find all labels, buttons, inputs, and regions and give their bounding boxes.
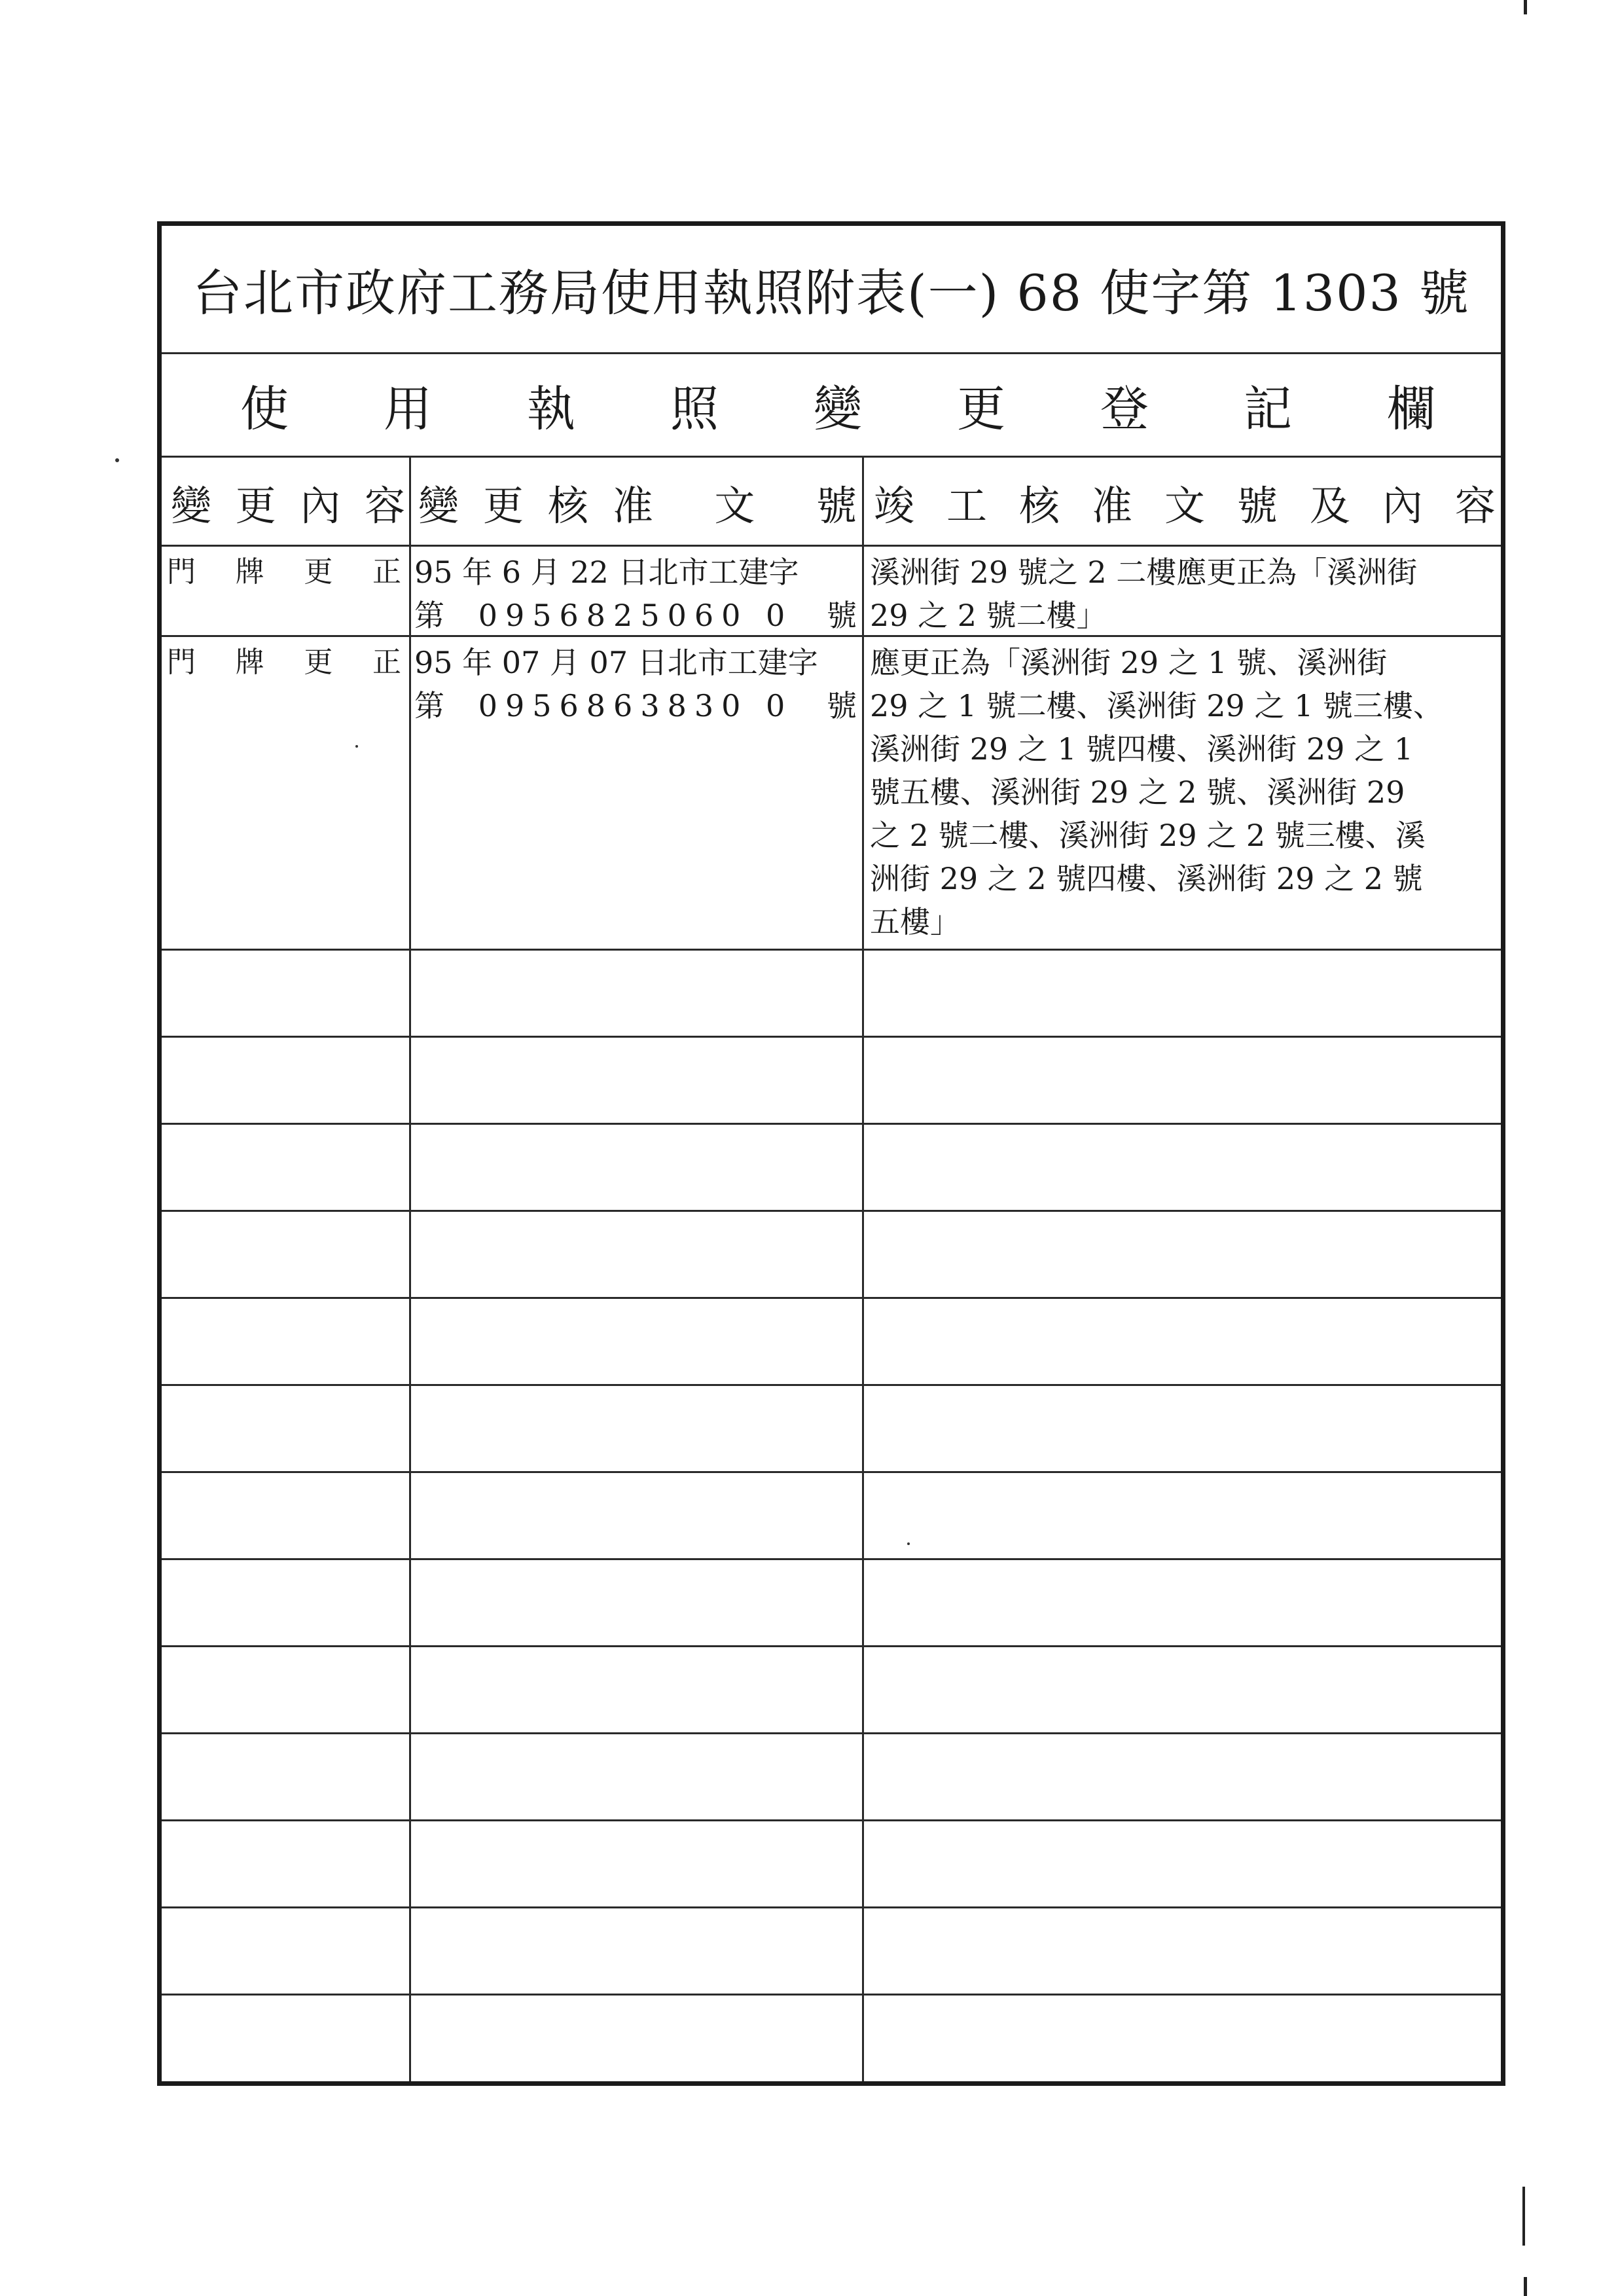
ref-number: 0956863830 0	[478, 688, 793, 723]
blank-table-row	[162, 1125, 1501, 1212]
header-approval-number	[418, 458, 857, 547]
subtitle-row	[162, 354, 1501, 458]
ref-suffix: 號	[827, 688, 857, 723]
change-type-cell	[167, 547, 405, 594]
header-char: 文	[1164, 481, 1205, 530]
blank-table-row	[162, 1821, 1501, 1908]
register-table-frame	[157, 221, 1505, 2086]
subtitle-char: 更	[957, 380, 1005, 437]
header-char: 竣	[874, 481, 915, 530]
content-line: 洲街 29 之 2 號四樓、溪洲街 29 之 2 號	[870, 861, 1423, 896]
change-type-char: 正	[372, 646, 401, 679]
approval-number-line	[414, 594, 859, 637]
content-line: 溪洲街 29 號之 2 二樓應更正為「溪洲街	[870, 555, 1418, 590]
approval-date-line: 95 年 07 月 07 日北市工建字	[414, 645, 818, 680]
ref-prefix: 第	[414, 688, 444, 723]
subtitle-char: 登	[1100, 380, 1149, 437]
scan-speck	[115, 458, 119, 462]
change-type-char: 門	[167, 555, 196, 589]
header-char: 准	[1091, 481, 1132, 530]
subtitle-char: 記	[1244, 380, 1292, 437]
header-char: 容	[364, 481, 405, 530]
subtitle-char: 變	[814, 380, 862, 437]
content-line: 溪洲街 29 之 1 號四樓、溪洲街 29 之 1	[870, 731, 1413, 767]
blank-table-row	[162, 1038, 1501, 1125]
content-line: 29 之 2 號二樓」	[870, 598, 1107, 633]
header-char: 准	[612, 481, 653, 530]
edge-mark-right	[1522, 2187, 1525, 2246]
header-char: 核	[547, 481, 588, 530]
approval-ref-cell	[414, 637, 859, 727]
blank-table-row	[162, 1995, 1501, 2083]
change-type-char: 更	[304, 646, 333, 679]
document-title: 台北市政府工務局使用執照附表(一) 68 使字第 1303 號	[192, 264, 1471, 322]
change-type-char: 牌	[235, 646, 264, 679]
blank-table-row	[162, 1386, 1501, 1473]
blank-table-row	[162, 951, 1501, 1038]
table-row	[162, 547, 1501, 637]
table-header-row	[162, 458, 1501, 547]
content-line: 應更正為「溪洲街 29 之 1 號、溪洲街	[870, 645, 1388, 680]
completion-content-cell	[870, 547, 1498, 637]
subtitle-char: 使	[240, 380, 289, 437]
header-char	[677, 479, 691, 526]
header-char	[779, 479, 792, 526]
subtitle-char: 用	[384, 380, 432, 437]
ref-prefix: 第	[414, 598, 444, 633]
subtitle-char: 執	[527, 380, 575, 437]
header-char: 核	[1018, 481, 1060, 530]
header-char: 號	[1236, 481, 1278, 530]
header-char: 工	[946, 481, 987, 530]
subtitle-char: 欄	[1387, 380, 1435, 437]
ref-number: 0956825060 0	[478, 598, 793, 633]
header-char: 容	[1454, 481, 1496, 530]
header-char: 號	[816, 481, 857, 530]
title-row	[162, 226, 1501, 354]
header-change-content	[171, 458, 405, 547]
edge-mark-top	[1524, 0, 1527, 14]
change-type-cell	[167, 637, 405, 684]
blank-table-row	[162, 1908, 1501, 1995]
subtitle-char: 照	[670, 380, 719, 437]
subtitle-heading	[240, 354, 1435, 456]
change-type-char: 牌	[235, 555, 264, 589]
completion-content-cell	[870, 637, 1498, 943]
ref-suffix: 號	[827, 598, 857, 633]
header-char: 變	[418, 481, 459, 530]
content-line: 號五樓、溪洲街 29 之 2 號、溪洲街 29	[870, 774, 1405, 810]
header-char: 文	[714, 481, 755, 530]
header-char: 變	[171, 481, 212, 530]
approval-date-line: 95 年 6 月 22 日北市工建字	[414, 555, 799, 590]
content-line: 之 2 號二樓、溪洲街 29 之 2 號三樓、溪	[870, 818, 1426, 853]
header-completion-details	[874, 458, 1496, 547]
header-char: 更	[235, 481, 276, 530]
blank-table-row	[162, 1647, 1501, 1734]
blank-table-row	[162, 1560, 1501, 1647]
content-line: 五樓」	[870, 904, 960, 939]
change-type-char: 更	[304, 555, 333, 589]
approval-number-line	[414, 684, 859, 727]
blank-table-row	[162, 1473, 1501, 1560]
change-type-char: 門	[167, 646, 196, 679]
header-char: 及	[1309, 481, 1350, 530]
change-type-char: 正	[372, 555, 401, 589]
content-line: 29 之 1 號二樓、溪洲街 29 之 1 號三樓、	[870, 688, 1443, 723]
table-row	[162, 637, 1501, 951]
register-grid	[162, 458, 1501, 2081]
blank-table-row	[162, 1734, 1501, 1821]
approval-ref-cell	[414, 547, 859, 637]
blank-table-row	[162, 1212, 1501, 1299]
header-char: 內	[1382, 481, 1423, 530]
edge-mark-bottom	[1524, 2277, 1527, 2296]
blank-table-row	[162, 1299, 1501, 1386]
header-char: 更	[482, 481, 524, 530]
header-char: 內	[300, 481, 341, 530]
